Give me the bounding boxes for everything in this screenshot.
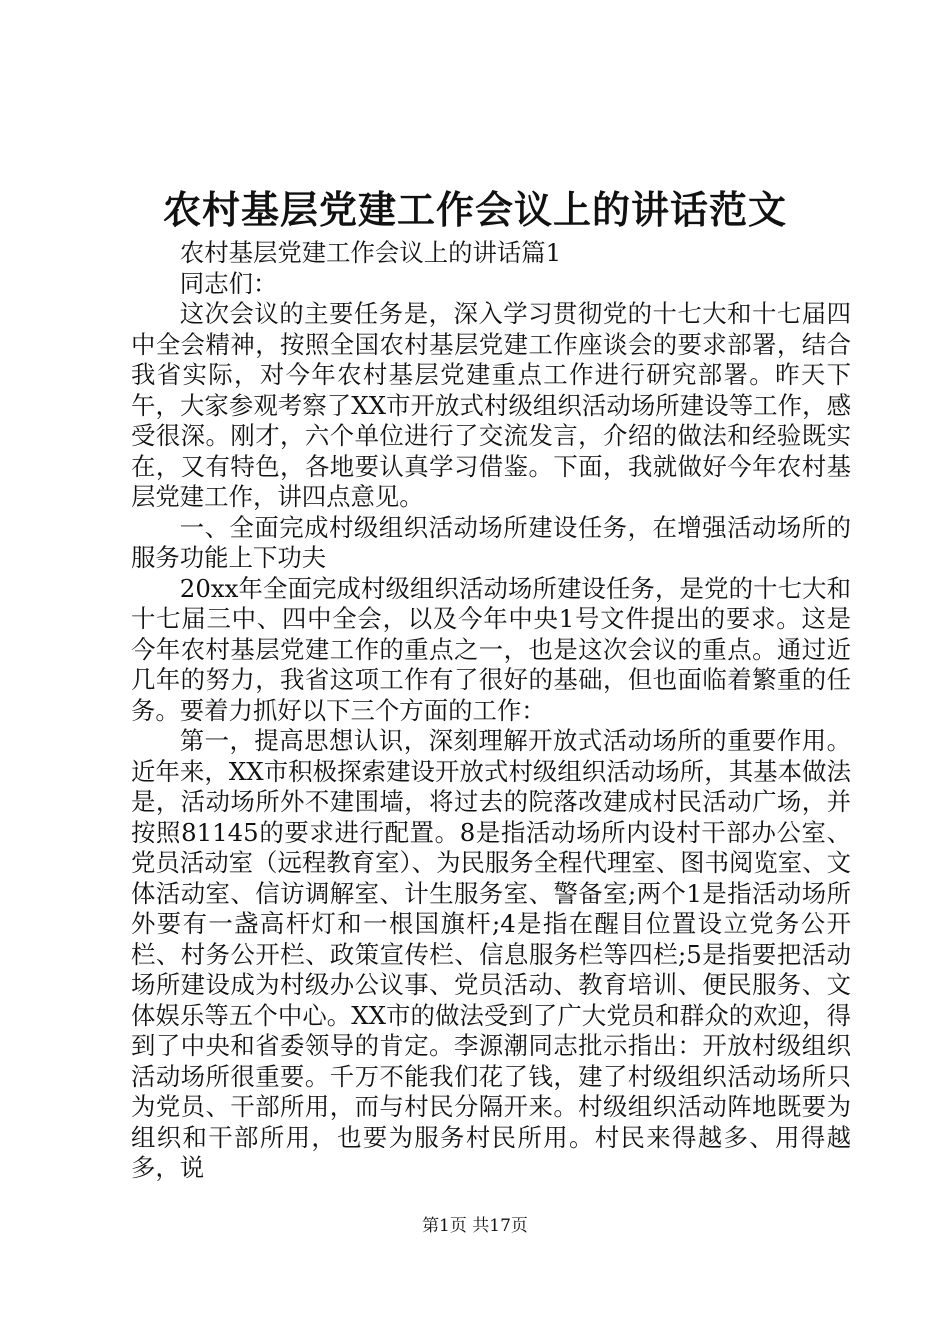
section-heading: 一、全面完成村级组织活动场所建设任务，在增强活动场所的服务功能上下功夫 — [131, 512, 851, 572]
section-heading-line: 农村基层党建工作会议上的讲话篇1 — [179, 238, 562, 267]
body-paragraph: 20xx年全面完成村级组织活动场所建设任务，是党的十七大和十七届三中、四中全会，以及今年中央1号文件提出的要求。这是今年农村基层党建工作的重点之一，也是这次会议的重点。通过近几年的努力，我省这项工作有了很好的基础，但也面临着繁重的任务。要着力抓好以下三个方面的工作： — [131, 573, 851, 725]
document-body — [131, 238, 851, 1184]
document-title: 农村基层党建工作会议上的讲话范文 — [162, 187, 787, 232]
body-paragraph: 第一，提高思想认识，深刻理解开放式活动场所的重要作用。近年来，XX市积极探索建设开放式村级组织活动场所，其基本做法是，活动场所外不建围墙，将过去的院落改建成村民活动广场，并按照81145的要求进行配置。8是指活动场所内设村干部办公室、党员活动室（远程教育室）、为民服务全程代理室、图书阅览室、文体活动室、信访调解室、计生服务室、警备室;两个1是指活动场所外要有一盏高杆灯和一根国旗杆;4是指在醒目位置设立党务公开栏、村务公开栏、政策宣传栏、信息服务栏等四栏;5是指要把活动场所建设成为村级办公议事、党员活动、教育培训、便民服务、文体娱乐等五个中心。XX市的做法受到了广大党员和群众的欢迎，得到了中央和省委领导的肯定。李源潮同志批示指出：开放村级组织活动场所很重要。千万不能我们花了钱，建了村级组织活动场所只为党员、干部所用，而与村民分隔开来。村级组织活动阵地既要为组织和干部所用，也要为服务村民所用。村民来得越多、用得越多，说 — [131, 726, 851, 1182]
salutation: 同志们： — [179, 268, 278, 298]
page-number-footer: 第1页 共17页 — [422, 1216, 528, 1236]
body-paragraph: 这次会议的主要任务是，深入学习贯彻党的十七大和十七届四中全会精神，按照全国农村基层党建工作座谈会的要求部署，结合我省实际，对今年农村基层党建重点工作进行研究部署。昨天下午，大家参观考察了XX市开放式村级组织活动场所建设等工作，感受很深。刚才，六个单位进行了交流发言，介绍的做法和经验既实在，又有特色，各地要认真学习借鉴。下面，我就做好今年农村基层党建工作，讲四点意见。 — [131, 299, 851, 511]
